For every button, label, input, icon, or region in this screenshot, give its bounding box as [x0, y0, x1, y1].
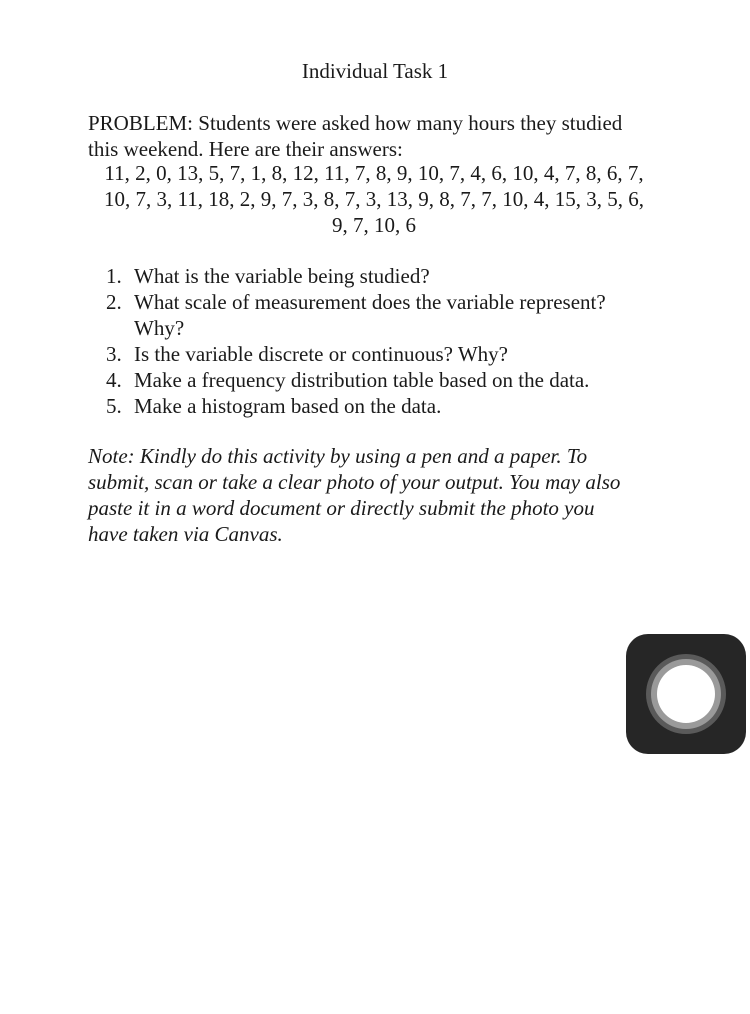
data-line-2: 10, 7, 3, 11, 18, 2, 9, 7, 3, 8, 7, 3, 13, 9, 8, 7, 7, 10, 4, 15, 3, 5, 6, — [104, 187, 644, 211]
question-text: What scale of measurement does the variable represent? — [134, 290, 606, 314]
question-text: Is the variable discrete or continuous? Why? — [134, 342, 508, 366]
question-number: 4. — [106, 368, 122, 392]
question-text-continued: Why? — [134, 316, 185, 340]
note-line-1: Note: Kindly do this activity by using a pen and a paper. To — [88, 444, 588, 468]
question-number: 1. — [106, 264, 122, 288]
question-number: 5. — [106, 394, 122, 418]
note-line-3: paste it in a word document or directly submit the photo you — [88, 496, 595, 520]
note-line-2: submit, scan or take a clear photo of your output. You may also — [88, 470, 621, 494]
question-list — [106, 263, 666, 419]
page-title: Individual Task 1 — [301, 59, 449, 83]
data-line-3: 9, 7, 10, 6 — [332, 213, 416, 237]
submission-note — [88, 443, 668, 547]
question-text: Make a frequency distribution table based on the data. — [134, 368, 590, 392]
problem-line-2: this weekend. Here are their answers: — [88, 137, 403, 161]
data-values — [60, 160, 688, 238]
question-item-4 — [106, 367, 666, 393]
question-item-5 — [106, 393, 666, 419]
problem-line-1: PROBLEM: Students were asked how many hours they studied — [88, 111, 623, 135]
question-text: What is the variable being studied? — [134, 264, 430, 288]
assistive-touch-center — [657, 665, 715, 723]
note-line-4: have taken via Canvas. — [88, 522, 283, 546]
question-number: 2. — [106, 290, 122, 314]
question-item-3 — [106, 341, 666, 367]
question-item-1 — [106, 263, 666, 289]
assistive-touch-button[interactable] — [626, 634, 746, 754]
question-item-2 — [106, 289, 666, 341]
question-text: Make a histogram based on the data. — [134, 394, 442, 418]
data-line-1: 11, 2, 0, 13, 5, 7, 1, 8, 12, 11, 7, 8, 9, 10, 7, 4, 6, 10, 4, 7, 8, 6, 7, — [104, 161, 644, 185]
question-number: 3. — [106, 342, 122, 366]
problem-statement — [88, 110, 668, 162]
